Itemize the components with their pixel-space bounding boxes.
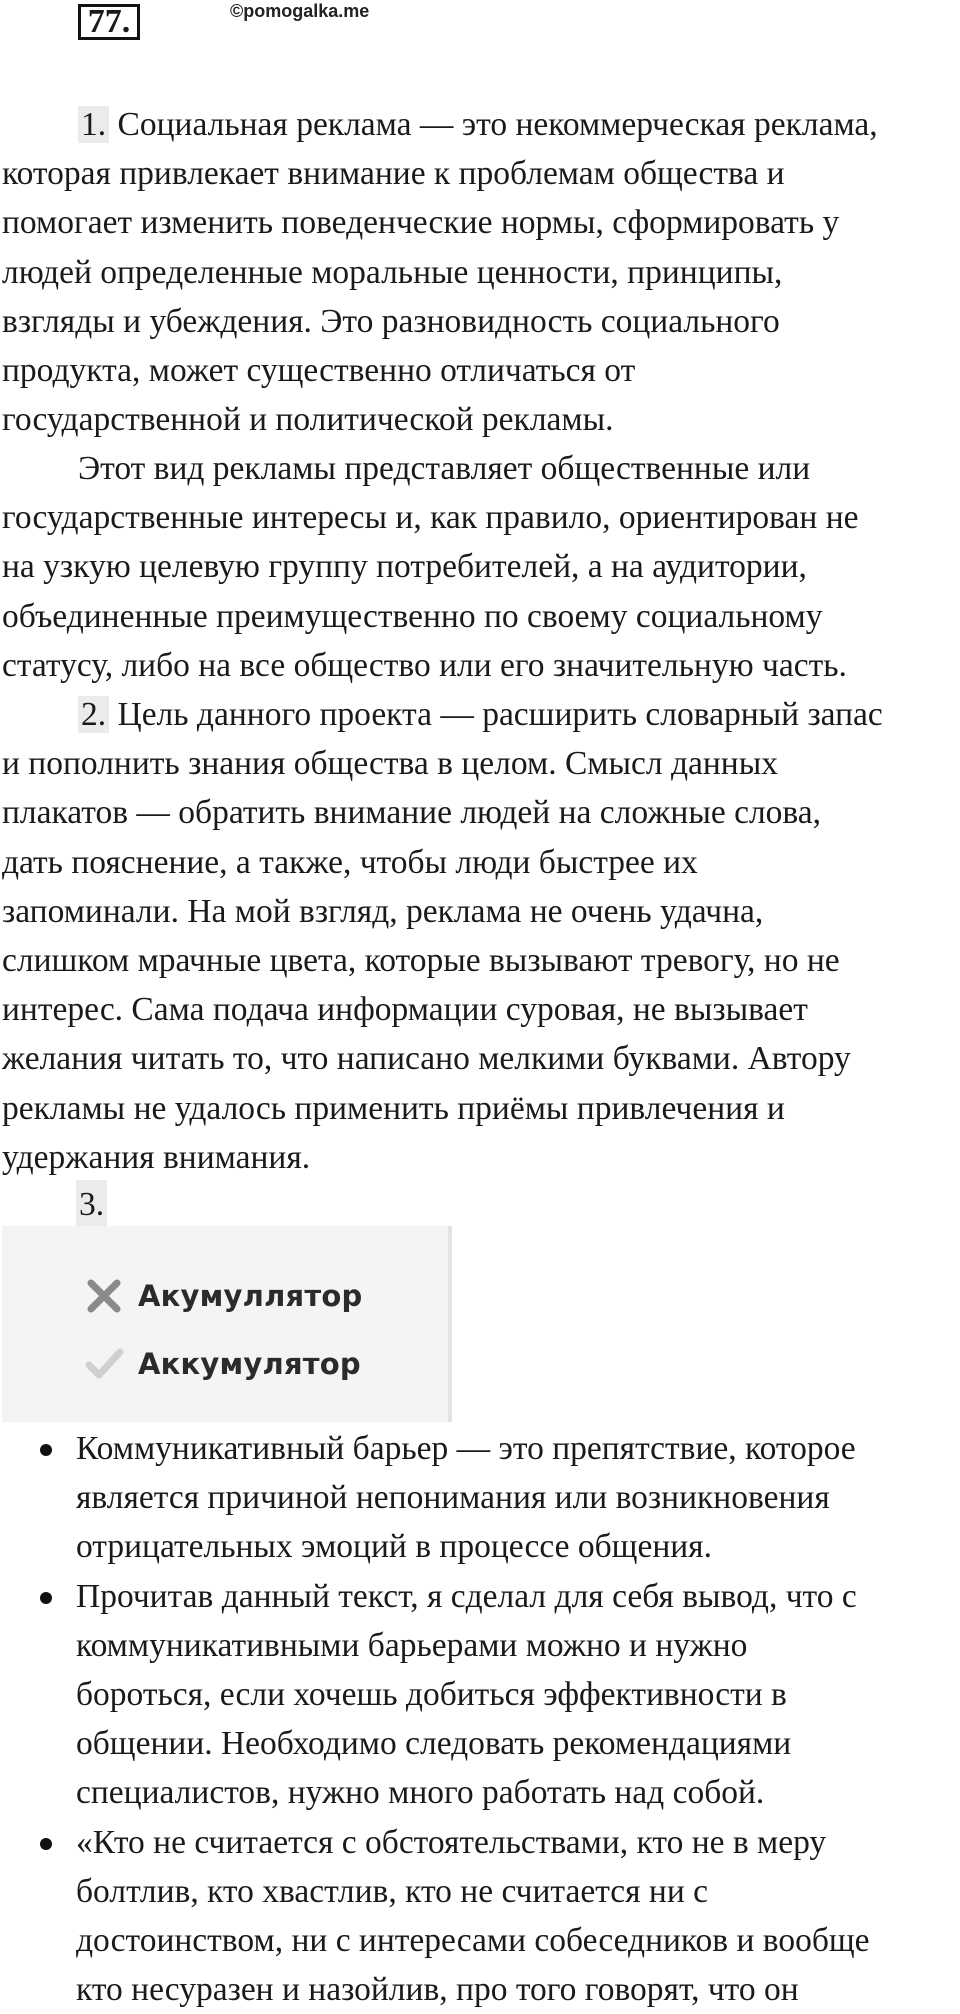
wrong-spelling-row	[84, 1276, 362, 1316]
right-spelling-row	[84, 1344, 361, 1384]
text-line: на узкую целевую группу потребителей, а на аудитории,	[2, 542, 958, 591]
text-line: людей определенные моральные ценности, принципы,	[2, 248, 958, 297]
text-line: плакатов — обратить внимание людей на сложные слова,	[2, 788, 958, 837]
list-item	[2, 1572, 958, 1818]
wrong-word: Акумуллятор	[138, 1279, 362, 1313]
text-line: кто несуразен и назойлив, про того говорят, что он	[76, 1965, 958, 2014]
section-1-number: 1.	[78, 106, 109, 143]
text-line: Прочитав данный текст, я сделал для себя вывод, что с	[76, 1572, 958, 1621]
text-line: взгляды и убеждения. Это разновидность социального	[2, 297, 958, 346]
text-line	[2, 100, 958, 149]
text-line: запоминали. На мой взгляд, реклама не очень удачна,	[2, 887, 958, 936]
watermark: ©pomogalka.me	[230, 0, 369, 22]
section-1-paragraph-2	[2, 444, 958, 690]
section-1-paragraph-1	[2, 100, 958, 444]
cross-icon	[84, 1276, 124, 1316]
section-2-number: 2.	[78, 696, 109, 733]
text-line: государственной и политической рекламы.	[2, 395, 958, 444]
bullet-dot	[40, 1838, 52, 1850]
text-line: и пополнить знания общества в целом. Смысл данных	[2, 739, 958, 788]
text-line: достоинством, ни с интересами собеседников и вообще	[76, 1916, 958, 1965]
text-line: желания читать то, что написано мелкими буквами. Автору	[2, 1034, 958, 1083]
text-line: рекламы не удалось применить приёмы привлечения и	[2, 1084, 958, 1133]
text-line: «Кто не считается с обстоятельствами, кто не в меру	[76, 1818, 958, 1867]
text-line: отрицательных эмоций в процессе общения.	[76, 1522, 958, 1571]
text-line: удержания внимания.	[2, 1133, 958, 1182]
section-2-paragraph	[2, 690, 958, 1182]
text-line: интерес. Сама подача информации суровая, не вызывает	[2, 985, 958, 1034]
text-line: общении. Необходимо следовать рекомендациями	[76, 1719, 958, 1768]
task-number-box: 77.	[78, 4, 140, 40]
text-line: продукта, может существенно отличаться от	[2, 346, 958, 395]
text-line: коммуникативными барьерами можно и нужно	[76, 1621, 958, 1670]
list-item	[2, 1424, 958, 1572]
text-line: слишком мрачные цвета, которые вызывают тревогу, но не	[2, 936, 958, 985]
bullet-dot	[40, 1592, 52, 1604]
text-line-content: Цель данного проекта — расширить словарный запас	[109, 696, 883, 733]
bullet-list	[2, 1424, 958, 2014]
right-word: Аккумулятор	[138, 1347, 361, 1381]
text-line: государственные интересы и, как правило, ориентирован не	[2, 493, 958, 542]
list-item	[2, 1818, 958, 2014]
text-line: объединенные преимущественно по своему социальному	[2, 592, 958, 641]
text-line: дать пояснение, а также, чтобы люди быстрее их	[2, 838, 958, 887]
section-3-number: 3.	[76, 1180, 107, 1229]
text-line: специалистов, нужно много работать над собой.	[76, 1768, 958, 1817]
spelling-card	[2, 1226, 452, 1422]
text-line: статусу, либо на все общество или его значительную часть.	[2, 641, 958, 690]
check-icon	[84, 1344, 124, 1384]
text-line: Этот вид рекламы представляет общественные или	[2, 444, 958, 493]
text-line-content: Социальная реклама — это некоммерческая реклама,	[109, 106, 878, 143]
text-line: бороться, если хочешь добиться эффективности в	[76, 1670, 958, 1719]
text-line: которая привлекает внимание к проблемам общества и	[2, 149, 958, 198]
text-line: Коммуникативный барьер — это препятствие, которое	[76, 1424, 958, 1473]
text-line	[2, 690, 958, 739]
text-line: болтлив, кто хвастлив, кто не считается ни с	[76, 1867, 958, 1916]
text-line: помогает изменить поведенческие нормы, сформировать у	[2, 198, 958, 247]
text-line: является причиной непонимания или возникновения	[76, 1473, 958, 1522]
bullet-dot	[40, 1444, 52, 1456]
